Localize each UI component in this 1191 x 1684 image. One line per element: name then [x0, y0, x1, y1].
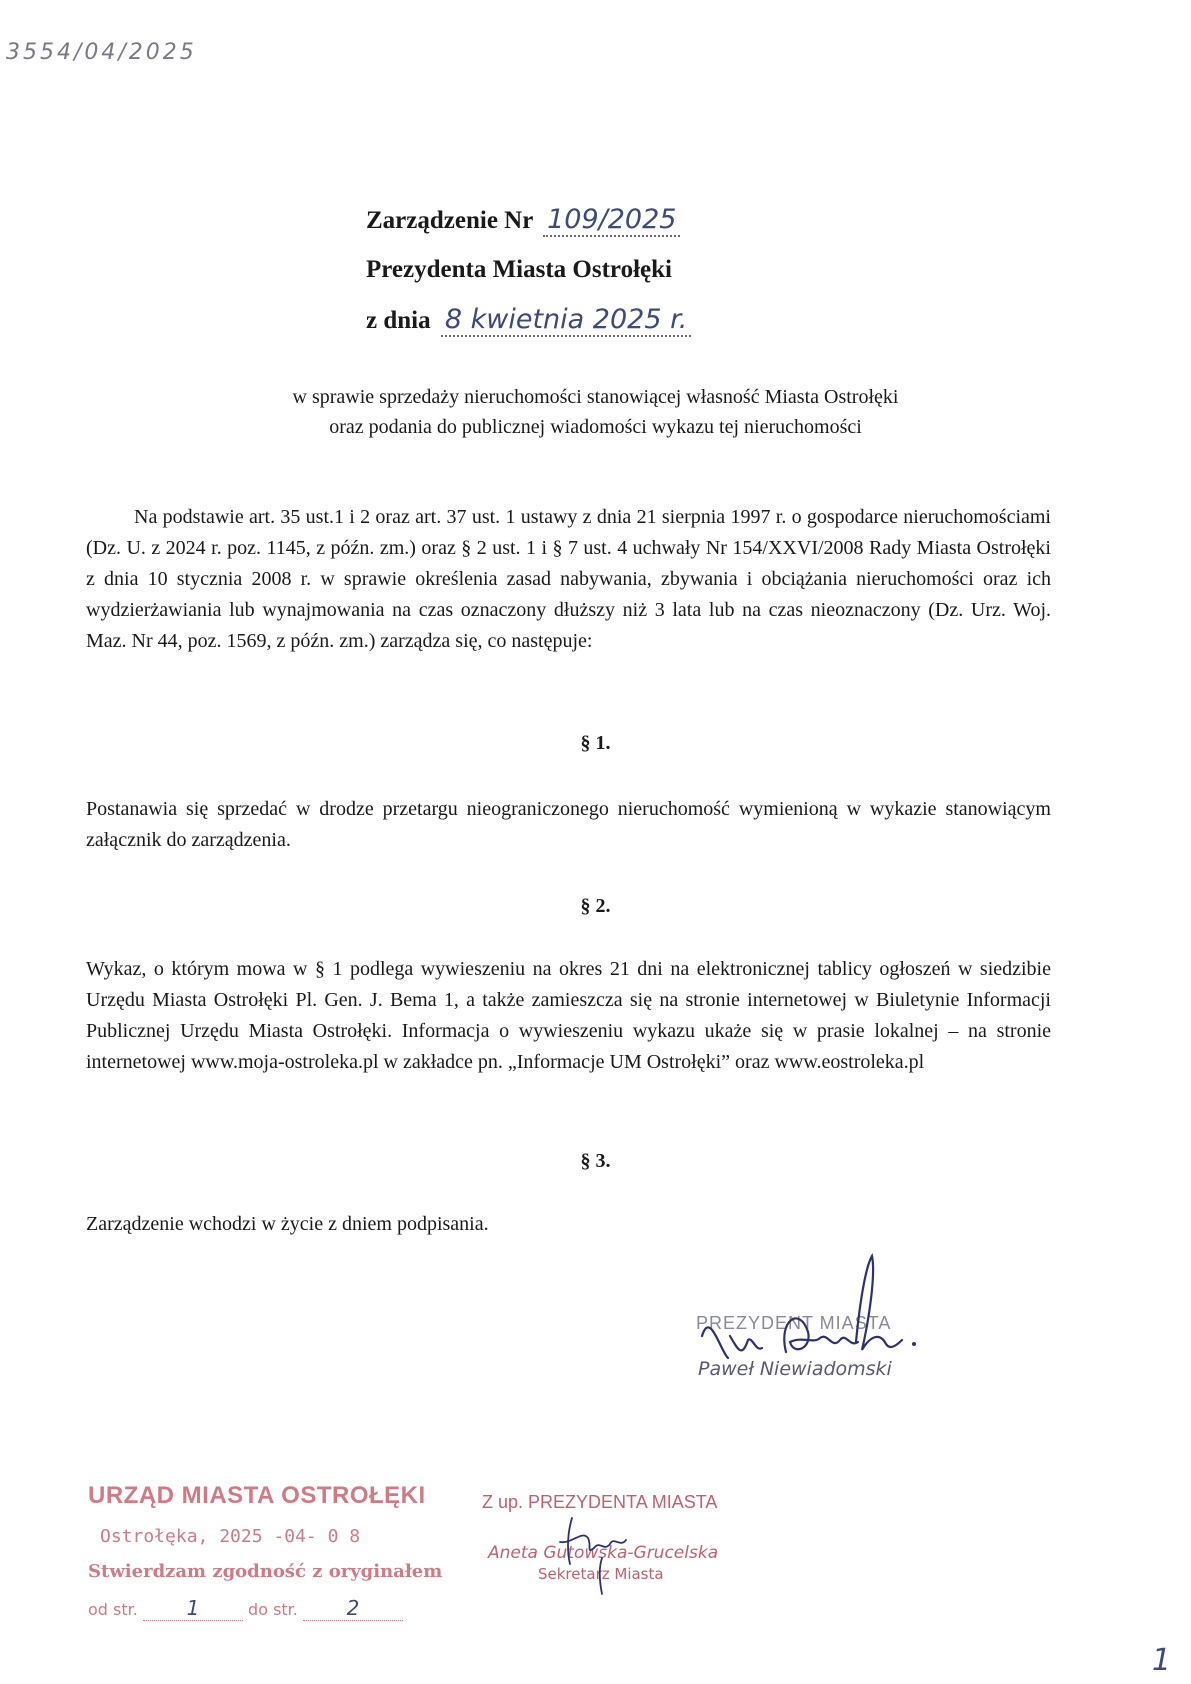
pages-from-label: od str.: [88, 1600, 138, 1619]
section-3-text: Zarządzenie wchodzi w życie z dniem podpisania.: [86, 1213, 489, 1235]
office-stamp-certify: Stwierdzam zgodność z oryginałem: [88, 1561, 443, 1582]
pages-to-value: 2: [346, 1596, 360, 1620]
secretary-on-behalf: Z up. PREZYDENTA MIASTA: [482, 1492, 718, 1512]
date-label: z dnia: [366, 307, 431, 334]
office-stamp-date: Ostrołęka, 2025 -04- 0 8: [100, 1526, 361, 1547]
pages-from-value: 1: [186, 1596, 200, 1620]
signatory-name: Paweł Niewiadomski: [698, 1358, 892, 1380]
section-1-block: [86, 794, 1051, 856]
ordinance-number-label: Zarządzenie Nr: [366, 207, 533, 234]
secretary-stamp: [482, 1492, 762, 1583]
section-2-mark: § 2.: [580, 895, 611, 917]
signature-title: PREZYDENT MIASTA: [696, 1313, 892, 1333]
subject: [0, 382, 1191, 442]
handwritten-signature-icon: [690, 1240, 950, 1380]
preamble-text: Na podstawie art. 35 ust.1 i 2 oraz art. 37 ust. 1 ustawy z dnia 21 sierpnia 1997 r. o gospodarce nieruchomościami (Dz. U. z 2024 r. poz. 1145, z późn. zm.) oraz § 2 ust. 1 i § 7 ust. 4 uchwały Nr 154/XXVI/2008 Rady Miasta Ostrołęki z dnia 10 stycznia 2008 r. w sprawie określenia zasad nabywania, zbywania i obciążania nieruchomości oraz ich wydzierżawiania lub wynajmowania na czas oznaczony dłuższy niż 3 lata lub na czas nieoznaczony (Dz. Urz. Woj. Maz. Nr 44, poz. 1569, z późn. zm.) zarządza się, co następuje:: [86, 506, 1051, 652]
section-2-block: [86, 954, 1051, 1078]
issuer-line: Prezydenta Miasta Ostrołęki: [366, 256, 672, 283]
title-block: [366, 200, 691, 350]
section-2-text: Wykaz, o którym mowa w § 1 podlega wywieszeniu na okres 21 dni na elektronicznej tablicy ogłoszeń w siedzibie Urzędu Miasta Ostrołęki Pl. Gen. J. Bema 1, a także zamieszcza się na stronie internetowej w Biuletynie Informacji Publicznej Urzędu Miasta Ostrołęki. Informacja o wywieszeniu wykazu ukaże się w prasie lokalnej – na stronie internetowej www.moja-ostroleka.pl w zakładce pn. „Informacje UM Ostrołęki” oraz www.eostroleka.pl: [86, 958, 1051, 1073]
office-certification-stamp: [88, 1482, 468, 1621]
subject-line-1: w sprawie sprzedaży nieruchomości stanowiącej własność Miasta Ostrołęki: [292, 386, 899, 408]
date-value: 8 kwietnia 2025 r.: [441, 304, 691, 337]
section-1-text: Postanawia się sprzedać w drodze przetargu nieograniczonego nieruchomość wymienioną w wykazie stanowiącym załącznik do zarządzenia.: [86, 798, 1051, 851]
section-1-mark: § 1.: [580, 732, 611, 754]
date-line: [366, 300, 691, 350]
president-signature-block: [690, 1240, 950, 1380]
secretary-name: Aneta Gutowska-Grucelska: [488, 1543, 719, 1563]
ordinance-number-value: 109/2025: [543, 204, 680, 237]
secretary-role: Sekretarz Miasta: [538, 1565, 664, 1583]
handwritten-registry-note: 3554/04/2025: [6, 40, 197, 65]
section-3-mark: § 3.: [580, 1150, 611, 1172]
section-3-block: [86, 1209, 1051, 1240]
ordinance-number-line: [366, 200, 691, 250]
secretary-signature-icon: [542, 1508, 632, 1598]
preamble-block: [86, 502, 1051, 657]
pages-to-label: do str.: [248, 1600, 298, 1619]
office-stamp-name: URZĄD MIASTA OSTROŁĘKI: [88, 1482, 426, 1509]
subject-line-2: oraz podania do publicznej wiadomości wykazu tej nieruchomości: [329, 416, 862, 438]
page-number: 1: [1151, 1643, 1171, 1678]
office-stamp-pages: [88, 1596, 468, 1621]
